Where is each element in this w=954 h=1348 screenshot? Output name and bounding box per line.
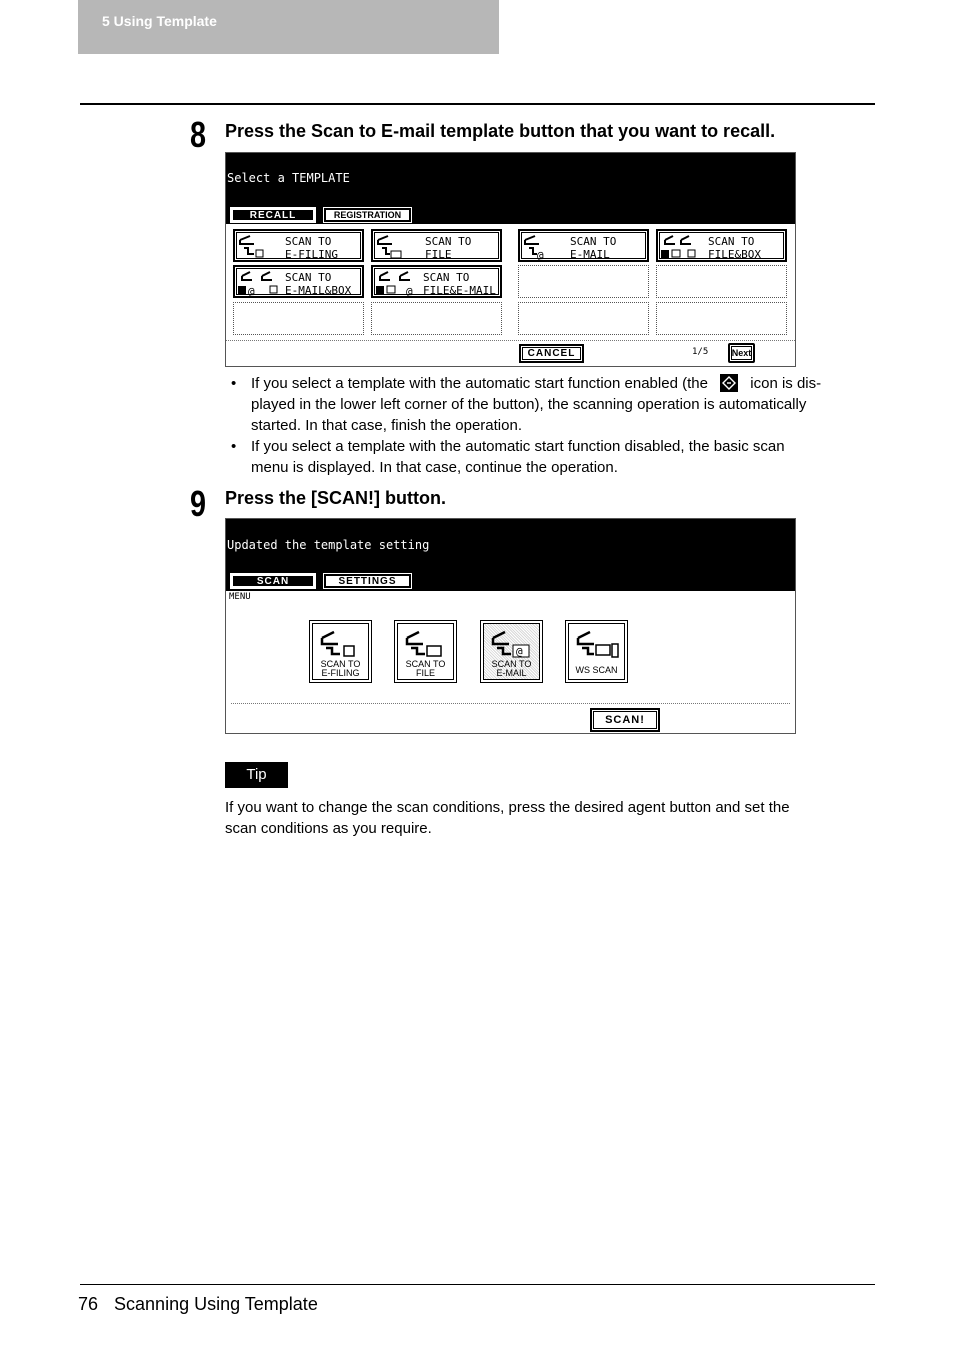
footer-title: Scanning Using Template [114, 1294, 318, 1314]
menu-label: MENU [229, 592, 251, 602]
tip-line-1: If you want to change the scan conditions, press the desired agent button and set the [225, 799, 790, 816]
screen-divider [231, 703, 790, 704]
scanner-email-icon [523, 234, 567, 260]
svg-text:@: @ [406, 285, 413, 296]
chapter-tab-label: 5 Using Template [102, 13, 217, 29]
svg-text:@: @ [537, 249, 544, 260]
template-button-scan-to-email-box[interactable] [233, 265, 364, 298]
agent-line2: FILE [415, 668, 435, 678]
tab-recall[interactable]: RECALL [230, 207, 316, 223]
tab-registration[interactable]: REGISTRATION [323, 207, 412, 223]
cancel-button[interactable]: CANCEL [519, 344, 584, 363]
step-8-notes [231, 373, 881, 478]
template-button-scan-to-efiling[interactable] [233, 229, 364, 262]
agent-line1: SCAN TO [405, 659, 446, 669]
scanner-file-box-autostart-icon [661, 234, 711, 260]
template-button-scan-to-file-email[interactable] [371, 265, 502, 298]
tab-settings[interactable]: SETTINGS [323, 573, 412, 589]
note-1-text-c: played in the lower left corner of the button), the scanning operation is automatically [251, 396, 807, 413]
template-button-empty[interactable] [656, 265, 787, 298]
template-button-scan-to-file-box[interactable] [656, 229, 787, 262]
step-9-number: 9 [190, 483, 207, 524]
scan-button[interactable]: SCAN! [590, 708, 660, 732]
agent-scan-to-file[interactable] [394, 620, 457, 683]
bullet: • [231, 438, 237, 455]
template-line1: SCAN TO [423, 271, 470, 284]
scanner-efiling-icon [318, 628, 364, 658]
footer [78, 1294, 318, 1315]
template-line2: E-MAIL&BOX [285, 284, 352, 297]
note-autostart-enabled [231, 373, 881, 436]
template-line2: E-MAIL [570, 248, 610, 261]
template-button-empty[interactable] [371, 302, 502, 335]
page-indicator: 1/5 [692, 347, 709, 357]
auto-start-icon [720, 374, 738, 392]
scanner-file-icon [403, 628, 449, 658]
template-line2: FILE&BOX [708, 248, 761, 261]
template-line2: FILE [425, 248, 452, 261]
note-2-text-a: If you select a template with the automatic start function disabled, the basic scan [251, 438, 785, 455]
template-line1: SCAN TO [425, 235, 472, 248]
screen-message: Select a TEMPLATE [227, 171, 350, 185]
note-autostart-disabled [231, 436, 881, 478]
agent-line1: SCAN TO [491, 659, 532, 669]
svg-text:@: @ [248, 285, 255, 296]
bullet: • [231, 375, 237, 392]
template-button-empty[interactable] [518, 302, 649, 335]
note-1-text-d: started. In that case, finish the operation. [251, 417, 522, 434]
message-bar [226, 519, 795, 591]
agent-line2: E-FILING [321, 668, 360, 678]
scanner-file-icon [376, 234, 420, 260]
scanner-efiling-icon [238, 234, 282, 260]
agent-ws-scan[interactable] [565, 620, 628, 683]
agent-line2: E-MAIL [496, 668, 527, 678]
note-1-text-a: If you select a template with the automatic start function enabled (the [251, 375, 708, 392]
template-button-scan-to-file[interactable] [371, 229, 502, 262]
template-button-empty[interactable] [518, 265, 649, 298]
scan-menu-screen [225, 518, 796, 734]
step-8-number: 8 [190, 114, 207, 155]
tab-scan[interactable]: SCAN [230, 573, 316, 589]
template-select-screen [225, 152, 796, 367]
note-2-text-b: menu is displayed. In that case, continue the operation. [251, 459, 618, 476]
scanner-email-icon [489, 628, 535, 658]
screen-divider [226, 340, 795, 341]
template-button-scan-to-email[interactable] [518, 229, 649, 262]
top-divider [80, 103, 875, 105]
scanner-file-email-autostart-icon [376, 270, 426, 296]
tip-line-2: scan conditions as you require. [225, 820, 432, 837]
step-9-title: Press the [SCAN!] button. [225, 488, 447, 508]
tip-label: Tip [225, 762, 288, 788]
svg-text:@: @ [516, 645, 523, 658]
template-line1: SCAN TO [285, 235, 332, 248]
agent-line1: SCAN TO [320, 659, 361, 669]
step-8-title: Press the Scan to E-mail template button that you want to recall. [225, 121, 776, 141]
page-number: 76 [78, 1294, 99, 1314]
chapter-tab [78, 0, 499, 54]
agent-line1: WS SCAN [575, 665, 618, 675]
template-line1: SCAN TO [285, 271, 332, 284]
tip-text [225, 797, 875, 839]
template-line1: SCAN TO [708, 235, 755, 248]
bottom-divider [80, 1284, 875, 1285]
message-bar [226, 153, 795, 224]
template-line2: E-FILING [285, 248, 338, 261]
template-line2: FILE&E-MAIL [423, 284, 496, 297]
note-1-text-b: icon is dis- [750, 375, 822, 392]
template-button-empty[interactable] [656, 302, 787, 335]
template-button-empty[interactable] [233, 302, 364, 335]
next-button[interactable]: Next [728, 343, 755, 363]
scanner-ws-icon [574, 628, 624, 658]
template-line1: SCAN TO [570, 235, 617, 248]
agent-scan-to-email[interactable] [480, 620, 543, 683]
agent-scan-to-efiling[interactable] [309, 620, 372, 683]
scanner-email-box-autostart-icon [238, 270, 288, 296]
screen-message: Updated the template setting [227, 538, 430, 552]
